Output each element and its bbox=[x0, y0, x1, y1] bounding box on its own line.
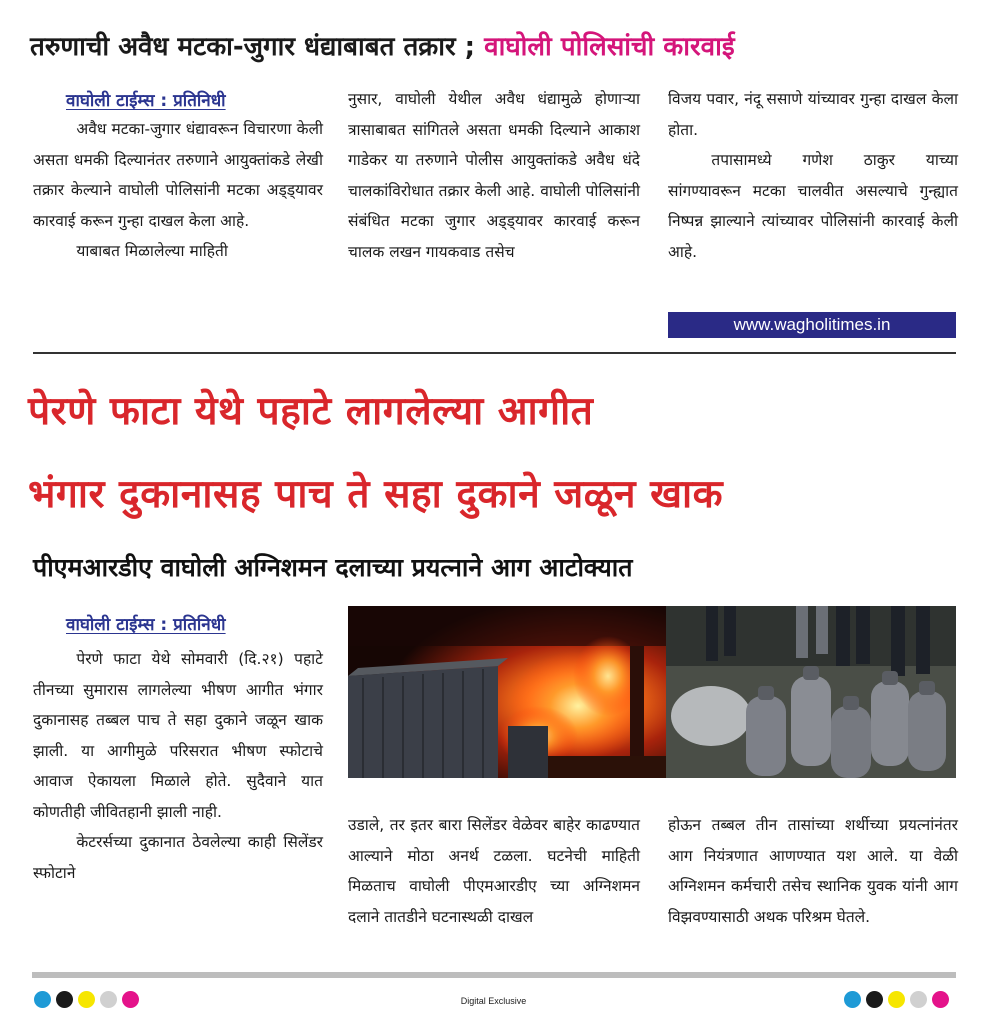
yellow-registration-dot bbox=[888, 991, 905, 1008]
story1-headline-main: तरुणाची अवैध मटका-जुगार धंद्याबाबत तक्रार ; bbox=[30, 32, 476, 62]
story1-col3-paragraph-2: तपासामध्ये गणेश ठाकुर याच्या सांगण्यावरून मटका चालवीत असल्याचे गुन्ह्यात निष्पन्न झाल्याने त्यांच्यावर पोलिसांनी कारवाई केली आहे. bbox=[668, 151, 958, 261]
footer-bar bbox=[32, 972, 956, 978]
story2-headline-line-2: भंगार दुकानासह पाच ते सहा दुकाने जळून खाक bbox=[28, 472, 724, 517]
cylinders-photo bbox=[666, 606, 956, 778]
magenta-registration-dot bbox=[932, 991, 949, 1008]
story1-column-2 bbox=[348, 84, 640, 267]
story2-byline: वाघोली टाईम्स : प्रतिनिधी bbox=[66, 615, 226, 635]
story2-subheadline: पीएमआरडीए वाघोली अग्निशमन दलाच्या प्रयत्नाने आग आटोक्यात bbox=[33, 553, 633, 582]
section-divider bbox=[33, 352, 956, 354]
cylinders-photo-graphic bbox=[666, 606, 956, 778]
story2-col1-paragraph-1: पेरणे फाटा येथे सोमवारी (दि.२१) पहाटे तीनच्या सुमारास लागलेल्या भीषण आगीत भंगार दुकानासह तब्बल पाच ते सहा दुकाने जळून खाक झाली. या आगीमुळे परिसरात भीषण स्फोटाचे आवाज ऐकायला मिळाले होते. सुदैवाने यात कोणतीही जीवितहानी झाली नाही. bbox=[33, 650, 323, 821]
fire-photo bbox=[348, 606, 666, 778]
black-registration-dot bbox=[866, 991, 883, 1008]
story1-column-1 bbox=[33, 114, 323, 267]
story2-col1-paragraph-2: केटरर्सच्या दुकानात ठेवलेल्या काही सिलेंडर स्फोटाने bbox=[33, 833, 323, 882]
fire-photo-graphic bbox=[348, 606, 666, 778]
footer-label: Digital Exclusive bbox=[460, 996, 527, 1006]
story2-column-3 bbox=[668, 810, 958, 932]
story1-col1-paragraph-2: याबाबत मिळालेल्या माहिती bbox=[76, 242, 228, 260]
gray-registration-dot bbox=[910, 991, 927, 1008]
story2-headline-line-1: पेरणे फाटा येथे पहाटे लागलेल्या आगीत bbox=[28, 389, 594, 434]
story1-headline-highlight: वाघोली पोलिसांची कारवाई bbox=[484, 32, 735, 62]
registration-marks-right bbox=[844, 991, 949, 1008]
story1-byline: वाघोली टाईम्स : प्रतिनिधी bbox=[66, 91, 226, 111]
story1-col2-paragraph-1: नुसार, वाघोली येथील अवैध धंद्यामुळे होणाऱ्या त्रासाबाबत सांगितले असता धमकी दिल्याने आकाश गाडेकर या तरुणाने पोलीस आयुक्तांकडे अवैध धंदे चालकांविरोधात तक्रार केली आहे. वाघोली पोलिसांनी संबंधित मटका जुगार अड्ड्यावर कारवाई करून चालक लखन गायकवाड तसेच bbox=[348, 90, 640, 261]
story2-column-2 bbox=[348, 810, 640, 932]
story1-col3-paragraph-1: विजय पवार, नंदू ससाणे यांच्यावर गुन्हा दाखल केला होता. bbox=[668, 90, 958, 139]
story1-headline bbox=[30, 22, 960, 72]
website-badge[interactable]: www.wagholitimes.in bbox=[668, 312, 956, 338]
story1-col1-paragraph-1: अवैध मटका-जुगार धंद्यावरून विचारणा केली असता धमकी दिल्यानंतर तरुणाने आयुक्तांकडे लेखी तक्रार केल्याने वाघोली पोलिसांनी मटका अड्ड्यावर कारवाई करून गुन्हा दाखल केला आहे. bbox=[33, 120, 323, 230]
cyan-registration-dot bbox=[844, 991, 861, 1008]
story2-col2-paragraph-1: उडाले, तर इतर बारा सिलेंडर वेळेवर बाहेर काढण्यात आल्याने मोठा अनर्थ टळला. घटनेची माहिती मिळताच वाघोली पीएमआरडीए च्या अग्निशमन दलाने तातडीने घटनास्थळी दाखल bbox=[348, 816, 640, 926]
story2-column-1 bbox=[33, 644, 323, 888]
story2-col3-paragraph-1: होऊन तब्बल तीन तासांच्या शर्थीच्या प्रयत्नांनंतर आग नियंत्रणात आणण्यात यश आले. या वेळी अग्निशमन कर्मचारी तसेच स्थानिक युवक यांनी आग विझवण्यासाठी अथक परिश्रम घेतले. bbox=[668, 816, 958, 926]
story1-column-3 bbox=[668, 84, 958, 267]
